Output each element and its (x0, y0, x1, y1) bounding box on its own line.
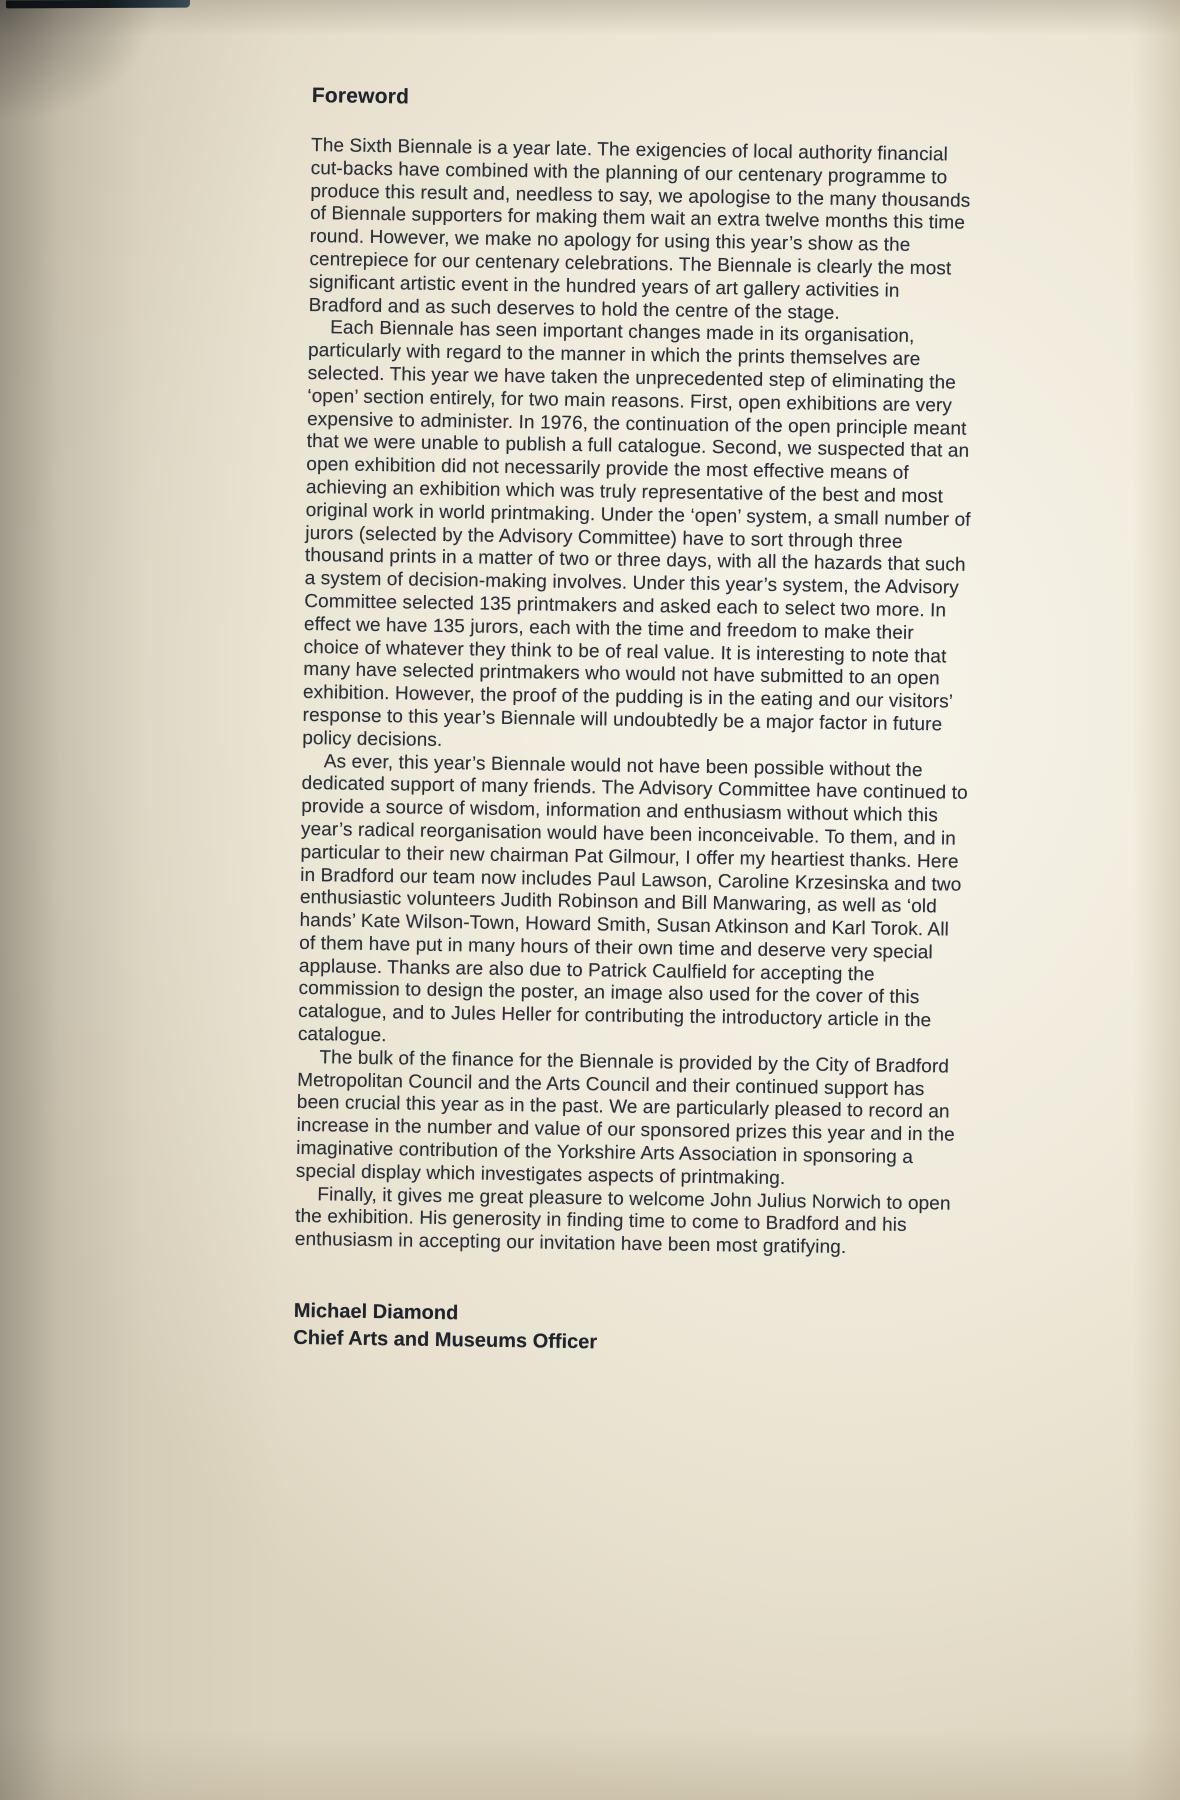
foreword-text-block (293, 84, 980, 1362)
foreword-heading: Foreword (311, 84, 410, 109)
foreword-paragraph: The bulk of the finance for the Biennale is provided by the City of Bradford Metropolitan Council and the Arts Council and their continued support has been crucial this year as in the past. We are particularly pleased to record an increase in the number and value of our sponsored prizes this year and in the imaginative contribution of the Yorkshire Arts Association in sponsoring a special display which investigates aspects of printmaking. (295, 1047, 955, 1189)
signature-block (293, 1298, 962, 1362)
foreword-paragraph: Each Biennale has seen important changes made in its organisation, particularly with regard to the manner in which the prints themselves are selected. This year we have taken the unprecedented step of eliminating the ‘open’ section entirely, for two main reasons. First, open exhibitions are very expensive to administer. In 1976, the continuation of the open principle meant that we were unable to publish a full catalogue. Second, we suspected that an open exhibition did not necessarily provide the most effective means of achieving an exhibition which was truly representative of the best and most original work in world printmaking. Under the ‘open’ system, a small number of jurors (selected by the Advisory Committee) have to sort through three thousand prints in a matter of two or three days, with all the hazards that such a system of decision-making involves. Under this year’s system, the Advisory Committee selected 135 printmakers and asked each to select two more. In effect we have 135 jurors, each with the time and freedom to make their choice of whatever they think to be of real value. It is interesting to note that many have selected printmakers who would not have submitted to an open exhibition. However, the proof of the pudding is in the eating and our visitors’ response to this year’s Biennale will undoubtedly be a major factor in future policy decisions. (302, 317, 971, 751)
foreword-paragraph: Finally, it gives me great pleasure to welcome John Julius Norwich to open the exhibition. His generosity in finding time to come to Bradford and his enthusiasm in accepting our invitation have been most gratifying. (294, 1183, 951, 1259)
signature-title: Chief Arts and Museums Officer (293, 1326, 598, 1354)
book-spine-edge (6, 0, 190, 8)
foreword-paragraph: The Sixth Biennale is a year late. The exigencies of local authority financial cut-backs have combined with the planning of our centenary programme to produce this result and, needless to say, we apologise to the many thousands of Biennale supporters for making them wait an extra twelve months this time round. However, we make no apology for using this year’s show as the centrepiece for our centenary celebrations. The Biennale is clearly the most significant artistic event in the hundred years of art gallery activities in Bradford and as such deserves to hold the centre of the stage. (308, 134, 971, 324)
foreword-paragraph: As ever, this year’s Biennale would not have been possible without the dedicated support of many friends. The Advisory Committee have continued to provide a source of wisdom, information and enthusiasm without which this year’s radical reorganisation would have been inconceivable. To them, and in particular to their new chairman Pat Gilmour, I offer my heartiest thanks. Here in Bradford our team now includes Paul Lawson, Caroline Krzesinska and two enthusiastic volunteers Judith Robinson and Bill Manwaring, as well as ‘old hands’ Kate Wilson-Town, Howard Smith, Susan Atkinson and Karl Torok. All of them have put in many hours of their own time and deserve very special applause. Thanks are also due to Patrick Caulfield for accepting the commission to design the poster, an image also used for the cover of this catalogue, and to Jules Heller for contributing the introductory article in the catalogue. (297, 750, 968, 1047)
signature-name: Michael Diamond (293, 1299, 459, 1325)
foreword-body (295, 135, 979, 1262)
